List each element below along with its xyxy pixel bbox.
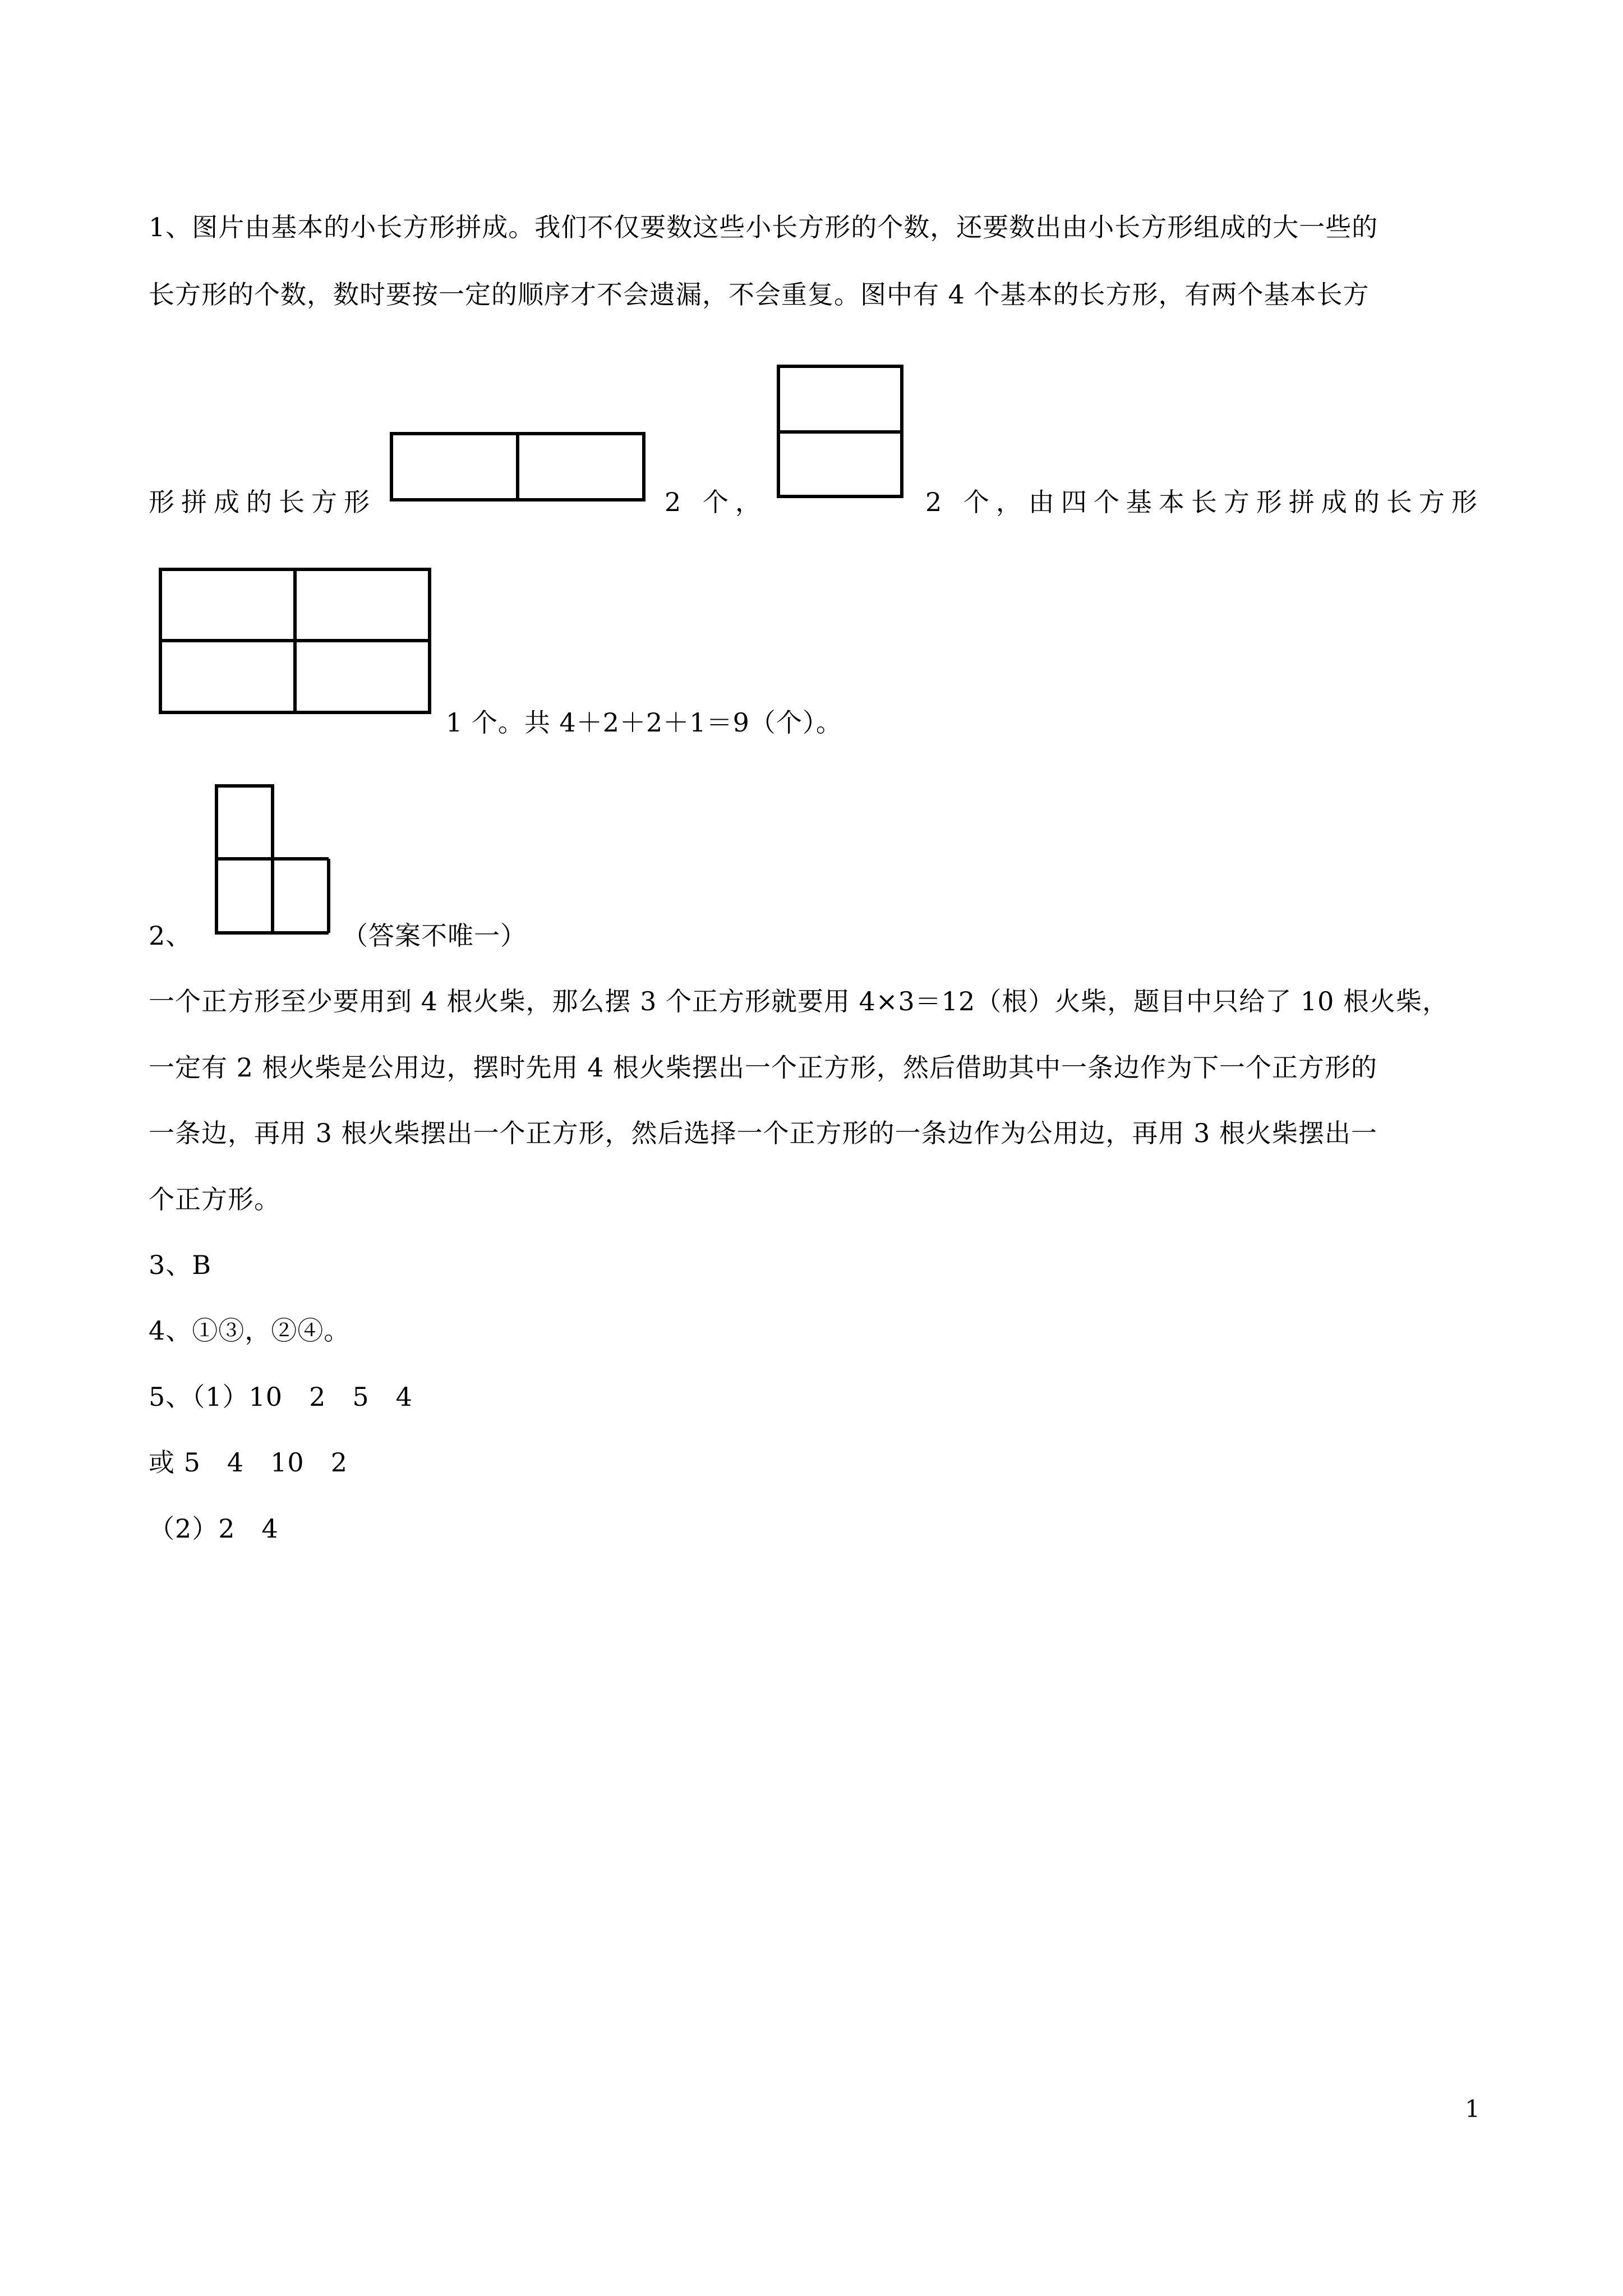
q2-note: （答案不唯一）: [342, 921, 527, 951]
q2-explanation-line-2: 一定有 2 根火柴是公用边，摆时先用 4 根火柴摆出一个正方形，然后借助其中一条边作为下一个正方形的: [149, 1052, 1378, 1083]
q2-label: 2、: [149, 921, 192, 951]
q1-line-3-part-c: 2 个，由四个基本长方形拼成的长方形: [925, 487, 1484, 517]
q2-explanation-line-1: 一个正方形至少要用到 4 根火柴，那么摆 3 个正方形就要用 4×3＝12（根）火柴，题目中只给了 10 根火柴，: [149, 986, 1449, 1016]
q5-line-1: 5、（1）10 2 5 4: [149, 1382, 413, 1412]
q1-line-3-part-a: 形拼成的长方形: [149, 487, 376, 517]
page-number: 1: [1465, 2095, 1480, 2123]
q1-line-2: 长方形的个数，数时要按一定的顺序才不会遗漏，不会重复。图中有 4 个基本的长方形，有两个基本长方: [149, 279, 1370, 310]
four-rectangles-grid-figure: [159, 568, 434, 716]
l-shaped-squares-figure: [215, 784, 333, 938]
q4-answer: 4、①③，②④。: [149, 1315, 351, 1346]
q1-line-3-part-b: 2 个，: [665, 487, 768, 517]
two-rectangles-horizontal-figure: [390, 432, 648, 505]
two-rectangles-vertical-figure: [777, 365, 906, 499]
q1-line-1: 1、图片由基本的小长方形拼成。我们不仅要数这些小长方形的个数，还要数出由小长方形组成的大一些的: [149, 212, 1378, 242]
q2-explanation-line-3: 一条边，再用 3 根火柴摆出一个正方形，然后选择一个正方形的一条边作为公用边，再用 3 根火柴摆出一: [149, 1118, 1378, 1148]
q3-answer: 3、B: [149, 1250, 212, 1280]
q5-line-2: 或 5 4 10 2: [149, 1447, 348, 1478]
q5-line-3: （2）2 4: [149, 1513, 279, 1544]
q1-line-4: 1 个。共 4＋2＋2＋1＝9（个）。: [446, 707, 842, 738]
q2-explanation-line-4: 个正方形。: [149, 1184, 280, 1214]
